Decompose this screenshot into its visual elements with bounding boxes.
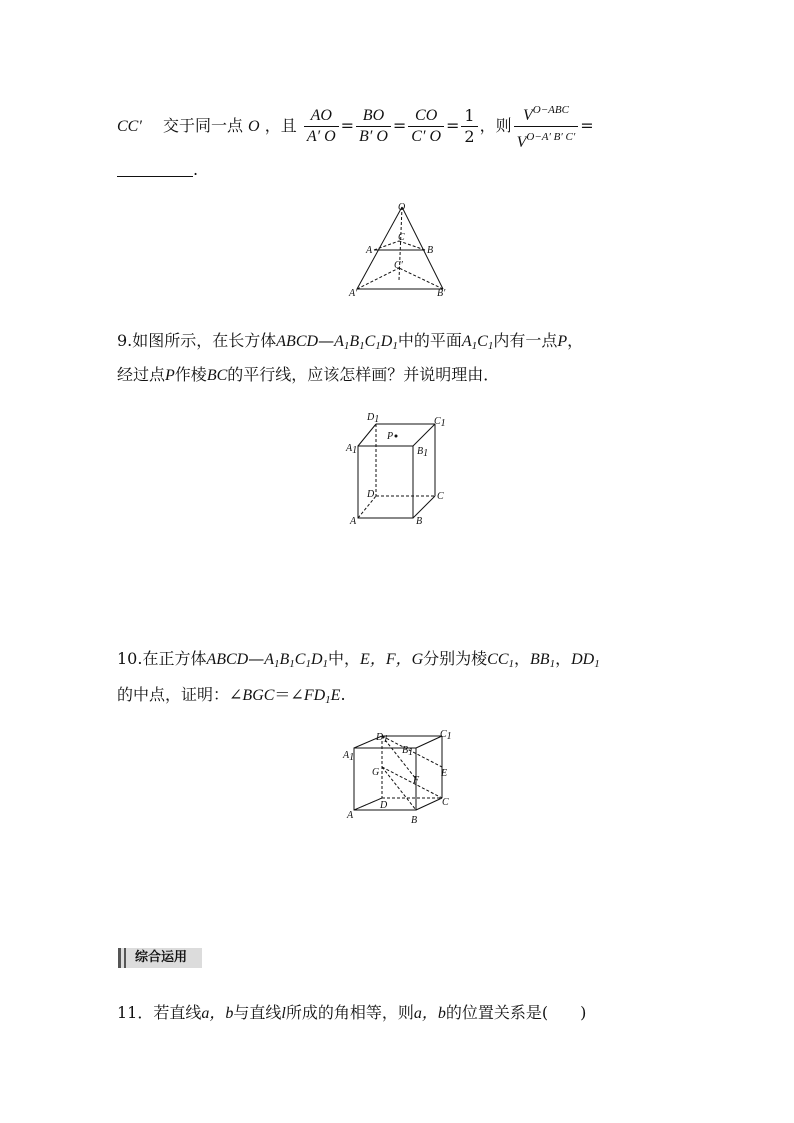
- q8-label-cp: C′: [394, 260, 403, 271]
- q10-eq: ＝∠: [274, 685, 304, 704]
- q8-volume-den-base: V: [516, 134, 527, 151]
- q8-edge-ob: [402, 207, 443, 289]
- q8-answer-blank[interactable]: [117, 162, 193, 177]
- q10-a1b1c1d1: $A_1B_1C_1D_1$: [264, 651, 329, 670]
- q8-frac-ao: [304, 106, 339, 147]
- q10-comma1: ，: [514, 649, 531, 668]
- q10-comma2: ，: [555, 649, 572, 668]
- q9-dash: —: [318, 331, 335, 350]
- q10-label-b1: B1: [402, 745, 414, 758]
- q8-volume-num: [514, 100, 579, 127]
- q10-label-e: E: [441, 768, 448, 779]
- q8-frac-co-num: CO: [408, 106, 444, 127]
- q10-label-c: C: [442, 797, 449, 808]
- q8-label-b: B: [427, 245, 434, 256]
- q10-line2-prefix: 的中点，证明：∠: [117, 685, 243, 704]
- q9-label-b: B: [416, 516, 423, 527]
- q11-mid: 与直线: [233, 1003, 282, 1022]
- q9-edge-bc: BC: [206, 367, 228, 384]
- q10-label-d: D: [380, 800, 388, 811]
- q10-cc1: $CC_1$: [487, 651, 515, 670]
- q9-line1: [117, 328, 583, 352]
- q9-line2: [117, 362, 499, 385]
- q8-point-o: O: [248, 118, 260, 135]
- q8-then: ，则: [479, 116, 512, 135]
- q9-line2-mid: 作棱: [174, 365, 207, 384]
- q10-label-a: A: [347, 810, 354, 821]
- q10-fd1: $FD_1$: [303, 687, 331, 706]
- q10-e: E: [330, 687, 341, 704]
- q8-eq1: =: [340, 116, 355, 135]
- q10-label-g: G: [372, 767, 380, 778]
- q8-label-c: C: [398, 232, 405, 243]
- q10-dd1: $DD_1$: [571, 651, 600, 670]
- q9-tail: 内有一点: [493, 331, 558, 350]
- q8-frac-half: [461, 106, 477, 147]
- q10-prefix: 10.在正方体: [117, 649, 207, 668]
- q10-edge-gc: [382, 767, 442, 798]
- q9-label-b1: B1: [417, 446, 429, 459]
- q9-edge-bc: [413, 496, 435, 518]
- q10-edge-bc: [416, 798, 442, 810]
- q9-label-d1: D1: [367, 412, 380, 425]
- q8-cc-prime: CC′: [117, 118, 142, 135]
- q8-volume-den: [514, 127, 579, 153]
- q10-label-f: F: [413, 775, 420, 786]
- q11-prefix: 11．若直线: [117, 1003, 202, 1022]
- q8-frac-co-den: C′ O: [411, 128, 442, 145]
- q9-line2-prefix: 经过点: [117, 365, 166, 384]
- section-tag-bar-2: [124, 948, 126, 968]
- q8-frac-ao-den: A′ O: [306, 128, 336, 145]
- q10-mid: 中，: [328, 649, 361, 668]
- q10-period: .: [340, 685, 346, 704]
- q8-edge-ac: [374, 241, 399, 250]
- q10-label-a1: A1: [343, 750, 355, 763]
- q8-volume-num-base: V: [522, 107, 533, 124]
- q10-figure: [340, 728, 458, 828]
- q8-eq3: =: [446, 116, 460, 135]
- q8-frac-co: [408, 106, 444, 147]
- q11-line: [117, 1000, 586, 1023]
- q9-front-face: [358, 446, 413, 518]
- section-tag-bar-1: [118, 948, 121, 968]
- q8-eq4: =: [580, 116, 594, 135]
- q8-volume-den-sup: O−A′ B′ C′: [526, 131, 576, 143]
- q11-l: l: [281, 1005, 286, 1022]
- q9-plane-a1c1: $A_1C_1$: [461, 333, 494, 352]
- q10-edge-b1c1: [416, 736, 442, 748]
- q10-line2: [117, 682, 346, 706]
- q8-label-o: O: [398, 202, 406, 213]
- q8-volume-num-sup: O−ABC: [532, 104, 569, 116]
- q9-body: ABCD: [276, 333, 319, 350]
- q9-point-p-dot: [395, 435, 398, 438]
- q9-line1-end: ，: [567, 331, 584, 350]
- q10-bgc: BGC: [242, 687, 275, 704]
- q9-a1b1c1d1: $A_1B_1C_1D_1$: [334, 333, 398, 352]
- q8-line1: [117, 100, 594, 153]
- q8-edge-bpcp: [399, 268, 443, 289]
- q8-frac-bo-den: B′ O: [359, 128, 388, 145]
- q9-label-c1: C1: [434, 416, 446, 429]
- q8-frac-bo: [356, 106, 391, 147]
- q10-dash: —: [248, 649, 265, 668]
- q8-and: ，且: [264, 116, 297, 135]
- q9-label-d: D: [367, 489, 375, 500]
- q9-label-a1: A1: [346, 443, 358, 456]
- q8-label-a: A: [366, 245, 373, 256]
- q11-mid2: 所成的角相等，则: [285, 1003, 414, 1022]
- q9-label-p: P: [387, 431, 394, 442]
- q10-label-b: B: [411, 815, 418, 826]
- section-tag-comprehensive: [118, 948, 202, 968]
- q8-end-period: .: [193, 160, 199, 179]
- q9-edge-b1c1: [413, 424, 435, 446]
- q10-mid2: 分别为棱: [423, 649, 488, 668]
- q8-label-bp: B′: [437, 288, 446, 299]
- q8-eq2: =: [392, 116, 407, 135]
- q8-line2: [117, 160, 198, 179]
- q8-frac-ao-num: AO: [304, 106, 339, 127]
- q9-point-p: P: [557, 333, 568, 350]
- q11-end: 的位置关系是( ): [445, 1003, 587, 1022]
- q10-line1: [117, 646, 600, 670]
- q10-label-c1: C1: [440, 729, 452, 742]
- q9-figure: [340, 406, 450, 530]
- q10-efg: E，F，G: [360, 651, 424, 668]
- q9-label-a: A: [350, 516, 357, 527]
- q8-label-ap: A′: [349, 288, 358, 299]
- q10-body: ABCD: [206, 651, 249, 668]
- q8-figure: [345, 198, 455, 302]
- q10-label-d1: D1: [376, 732, 389, 745]
- q9-line2-end: 的平行线，应该怎样画？并说明理由．: [227, 365, 500, 384]
- q9-after: 中的平面: [397, 331, 462, 350]
- q9-prefix: 9.如图所示，在长方体: [117, 331, 277, 350]
- q8-intersect-text: 交于同一点: [162, 116, 243, 135]
- q11-ab: a，b: [201, 1005, 234, 1022]
- q9-label-c: C: [437, 491, 444, 502]
- q8-frac-bo-num: BO: [356, 106, 391, 127]
- q10-bb1: $BB_1$: [530, 651, 556, 670]
- q8-frac-half-num: 1: [461, 106, 477, 127]
- section-title: 综合运用: [135, 950, 188, 965]
- q9-line2-point: P: [165, 367, 175, 384]
- q9-edge-a1d1: [358, 424, 376, 446]
- q8-frac-half-den: 2: [464, 127, 475, 146]
- q8-volume-ratio: [514, 100, 579, 153]
- q11-ab2: a，b: [413, 1005, 446, 1022]
